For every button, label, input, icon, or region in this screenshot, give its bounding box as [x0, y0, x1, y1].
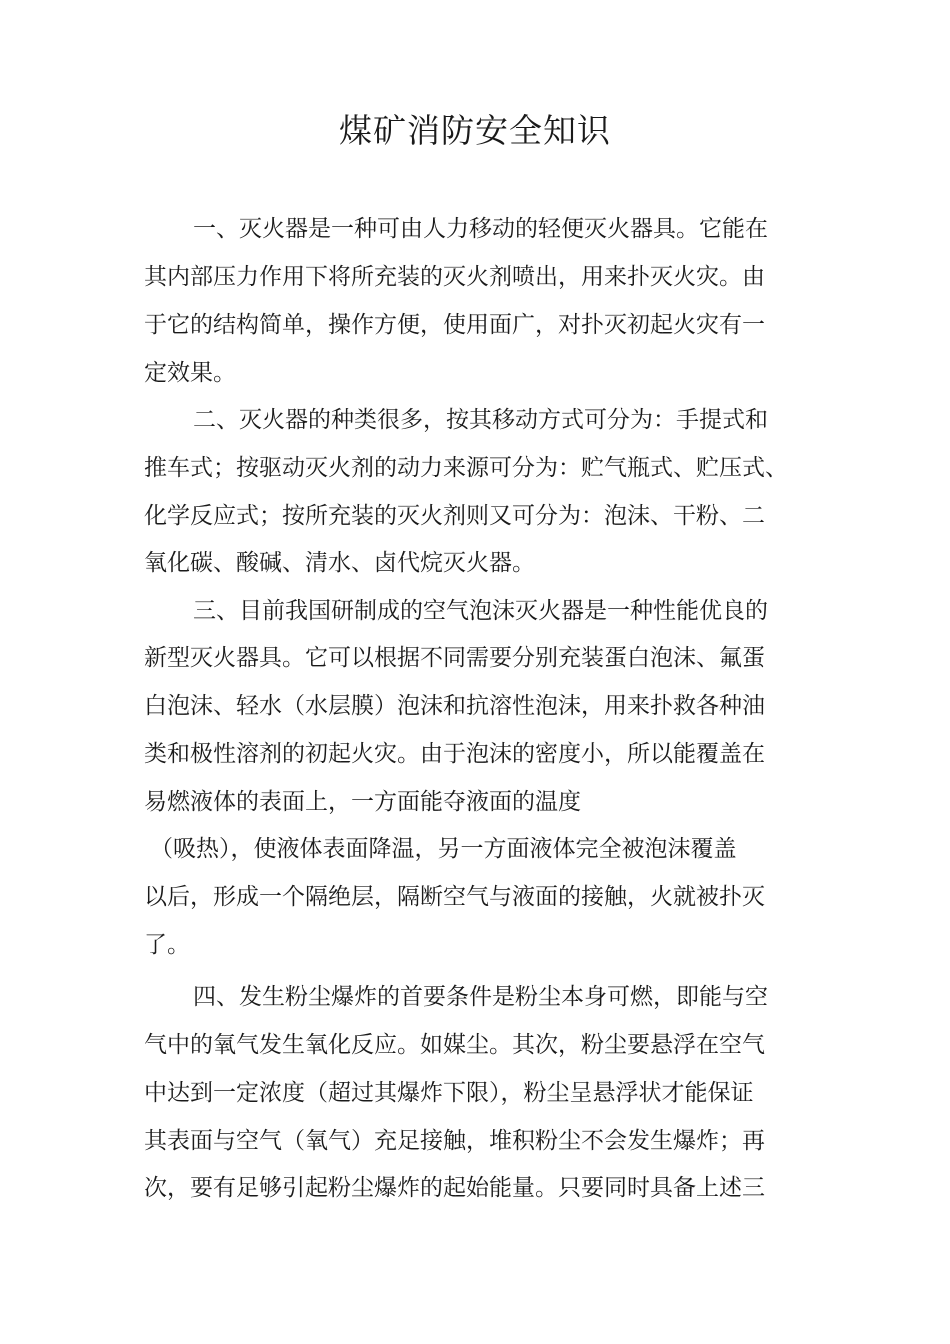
paragraph-4-line-3: 中达到一定浓度（超过其爆炸下限），粉尘呈悬浮状才能保证	[144, 1080, 754, 1106]
paragraph-4-line-2: 气中的氧气发生氧化反应。如媒尘。其次，粉尘要悬浮在空气	[144, 1032, 765, 1058]
paragraph-4-line-4: 其表面与空气（氧气）充足接触，堆积粉尘不会发生爆炸；再	[144, 1128, 765, 1154]
paragraph-1-line-1: 一、灭火器是一种可由人力移动的轻便灭火器具。它能在	[193, 216, 768, 242]
paragraph-3-line-4: 类和极性溶剂的初起火灾。由于泡沫的密度小，所以能覆盖在	[144, 741, 765, 767]
paragraph-3-line-8: 了。	[144, 932, 190, 958]
paragraph-3-line-2: 新型灭火器具。它可以根据不同需要分别充装蛋白泡沫、氟蛋	[144, 645, 765, 671]
paragraph-1-line-3: 于它的结构简单，操作方便，使用面广，对扑灭初起火灾有一	[144, 312, 765, 338]
paragraph-3-line-3: 白泡沫、轻水（水层膜）泡沫和抗溶性泡沫，用来扑救各种油	[144, 693, 765, 719]
paragraph-4-line-5: 次，要有足够引起粉尘爆炸的起始能量。只要同时具备上述三	[144, 1175, 765, 1201]
paragraph-4-line-1: 四、发生粉尘爆炸的首要条件是粉尘本身可燃，即能与空	[193, 984, 768, 1010]
paragraph-3-line-1: 三、目前我国研制成的空气泡沫灭火器是一种性能优良的	[193, 598, 768, 624]
paragraph-3-line-5: 易燃液体的表面上，一方面能夺液面的温度	[144, 789, 581, 815]
paragraph-3-line-7: 以后，形成一个隔绝层，隔断空气与液面的接触，火就被扑灭	[144, 884, 765, 910]
document-title: 煤矿消防安全知识	[339, 111, 611, 150]
paragraph-1-line-4: 定效果。	[144, 360, 236, 386]
paragraph-1-line-2: 其内部压力作用下将所充装的灭火剂喷出，用来扑灭火灾。由	[144, 264, 765, 290]
paragraph-2-line-4: 氧化碳、酸碱、清水、卤代烷灭火器。	[144, 550, 535, 576]
paragraph-2-line-2: 推车式；按驱动灭火剂的动力来源可分为：贮气瓶式、贮压式、	[144, 455, 788, 481]
paragraph-2-line-3: 化学反应式；按所充装的灭火剂则又可分为：泡沫、干粉、二	[144, 503, 765, 529]
paragraph-3-line-6: （吸热），使液体表面降温，另一方面液体完全被泡沫覆盖	[150, 836, 737, 862]
paragraph-2-line-1: 二、灭火器的种类很多，按其移动方式可分为：手提式和	[193, 407, 768, 433]
